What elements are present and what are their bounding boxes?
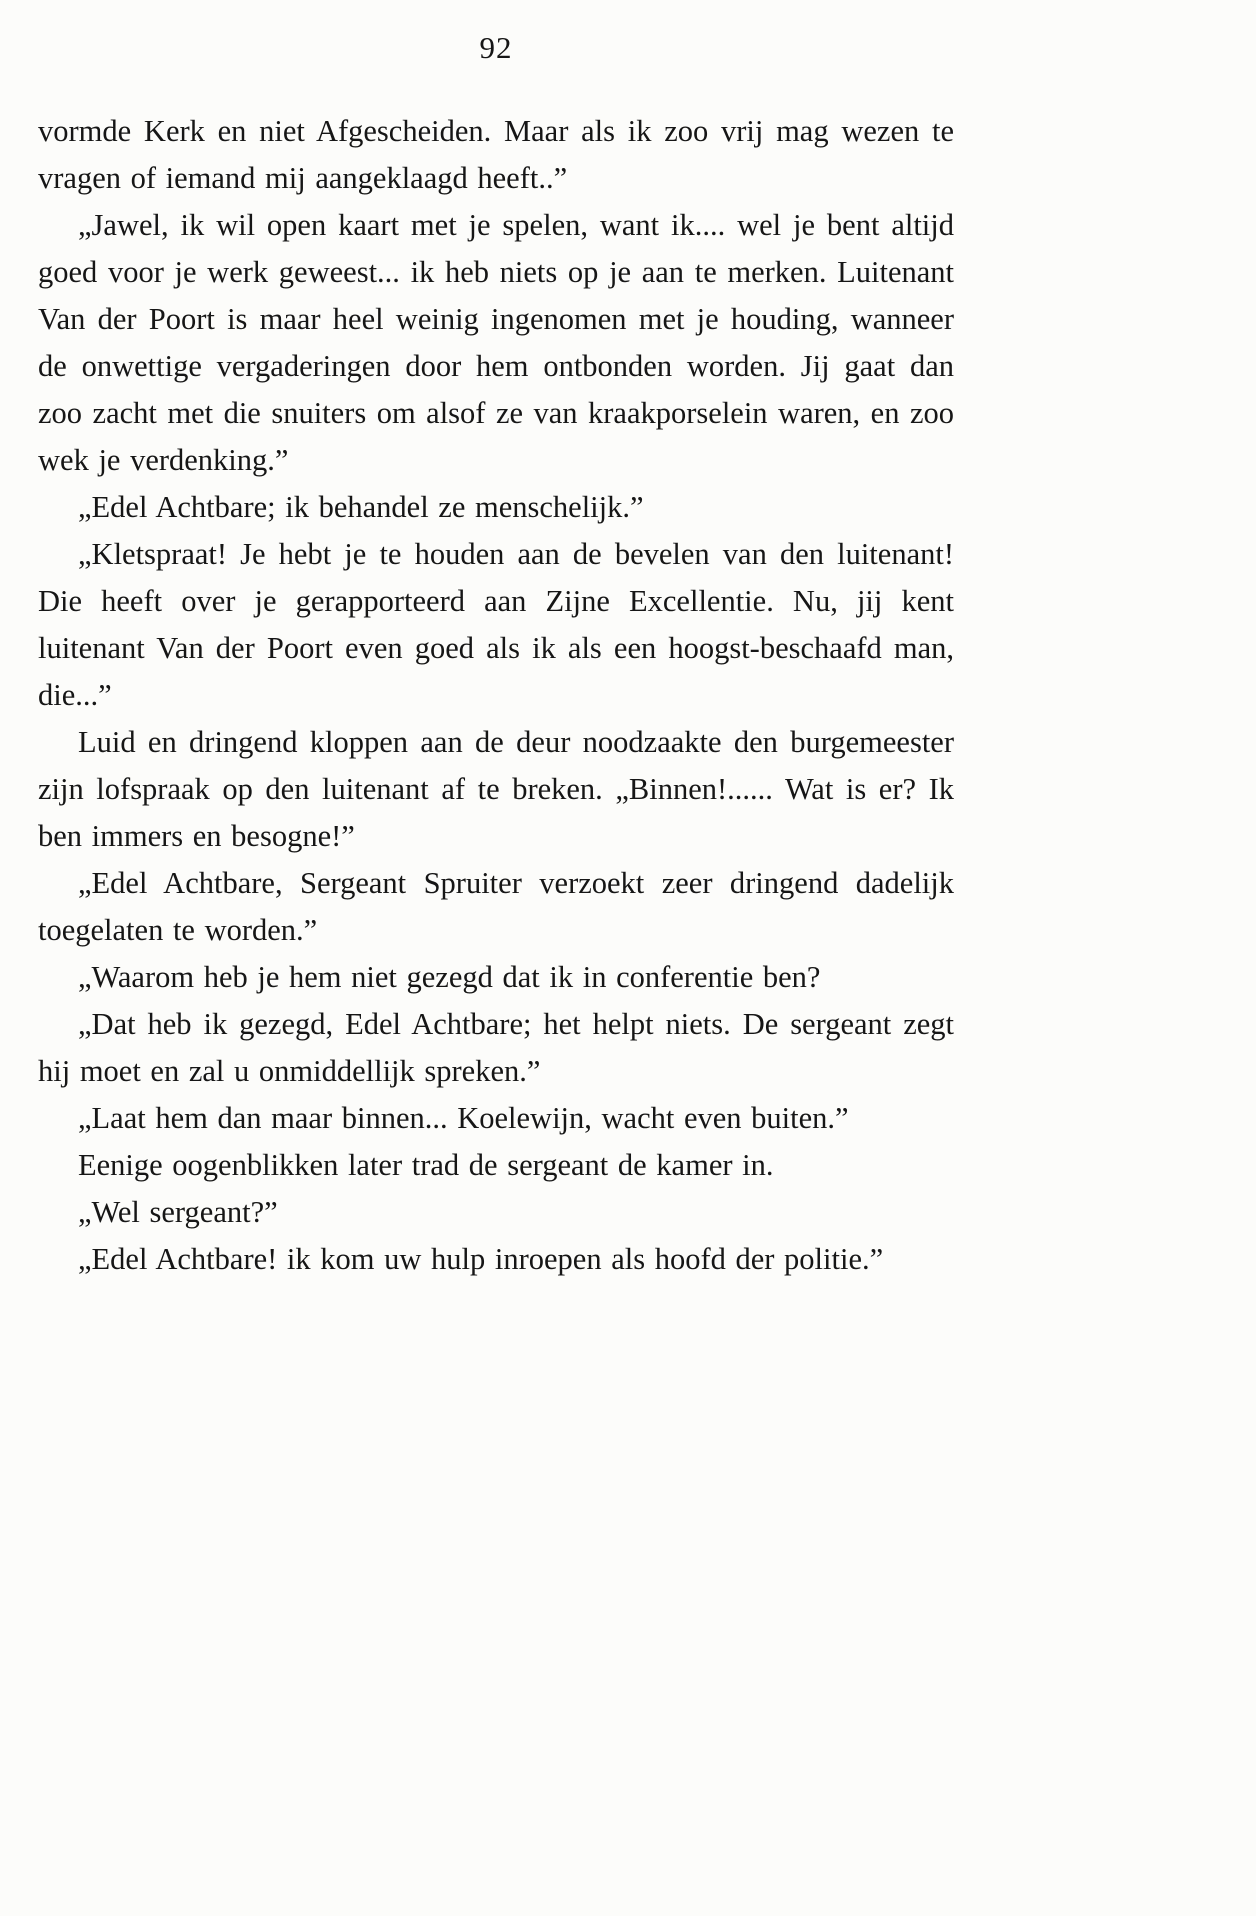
paragraph: „Dat heb ik gezegd, Edel Achtbare; het helpt niets. De sergeant zegt hij moet en zal u onmiddellijk spreken.” — [38, 1007, 954, 1088]
paragraph: „Edel Achtbare! ik kom uw hulp inroepen als hoofd der politie.” — [78, 1242, 884, 1276]
page-number: 92 — [479, 30, 513, 65]
paragraph: „Edel Achtbare, Sergeant Spruiter verzoekt zeer dringend dadelijk toegelaten te worden.” — [38, 866, 954, 947]
paragraph: „Jawel, ik wil open kaart met je spelen, want ik.... wel je bent altijd goed voor je werk geweest... ik heb niets op je aan te merken. Luitenant Van der Poort is maar heel weinig ingenomen met je houding, wanneer de onwettige vergaderingen door hem ontbonden worden. Jij gaat dan zoo zacht met die snuiters om alsof ze van kraakporselein waren, en zoo wek je verdenking.” — [38, 208, 954, 477]
paragraph: Luid en dringend kloppen aan de deur noodzaakte den burgemeester zijn lofspraak op den luitenant af te breken. „Binnen!...... Wat is er? Ik ben immers en besogne!” — [38, 725, 954, 853]
page-text — [38, 108, 954, 1283]
paragraph: „Kletspraat! Je hebt je te houden aan de bevelen van den luitenant! Die heeft over je gerapporteerd aan Zijne Excellentie. Nu, jij kent luitenant Van der Poort even goed als ik als een hoogst-beschaafd man, die...” — [38, 537, 954, 712]
paragraph: vormde Kerk en niet Afgescheiden. Maar als ik zoo vrij mag wezen te vragen of iemand mij aangeklaagd heeft..” — [38, 114, 954, 195]
paragraph: „Wel sergeant?” — [78, 1195, 278, 1229]
paragraph: „Waarom heb je hem niet gezegd dat ik in conferentie ben? — [78, 960, 821, 994]
paragraph: „Laat hem dan maar binnen... Koelewijn, wacht even buiten.” — [78, 1101, 849, 1135]
paragraph: „Edel Achtbare; ik behandel ze menschelijk.” — [78, 490, 644, 524]
paragraph: Eenige oogenblikken later trad de sergeant de kamer in. — [78, 1148, 774, 1182]
